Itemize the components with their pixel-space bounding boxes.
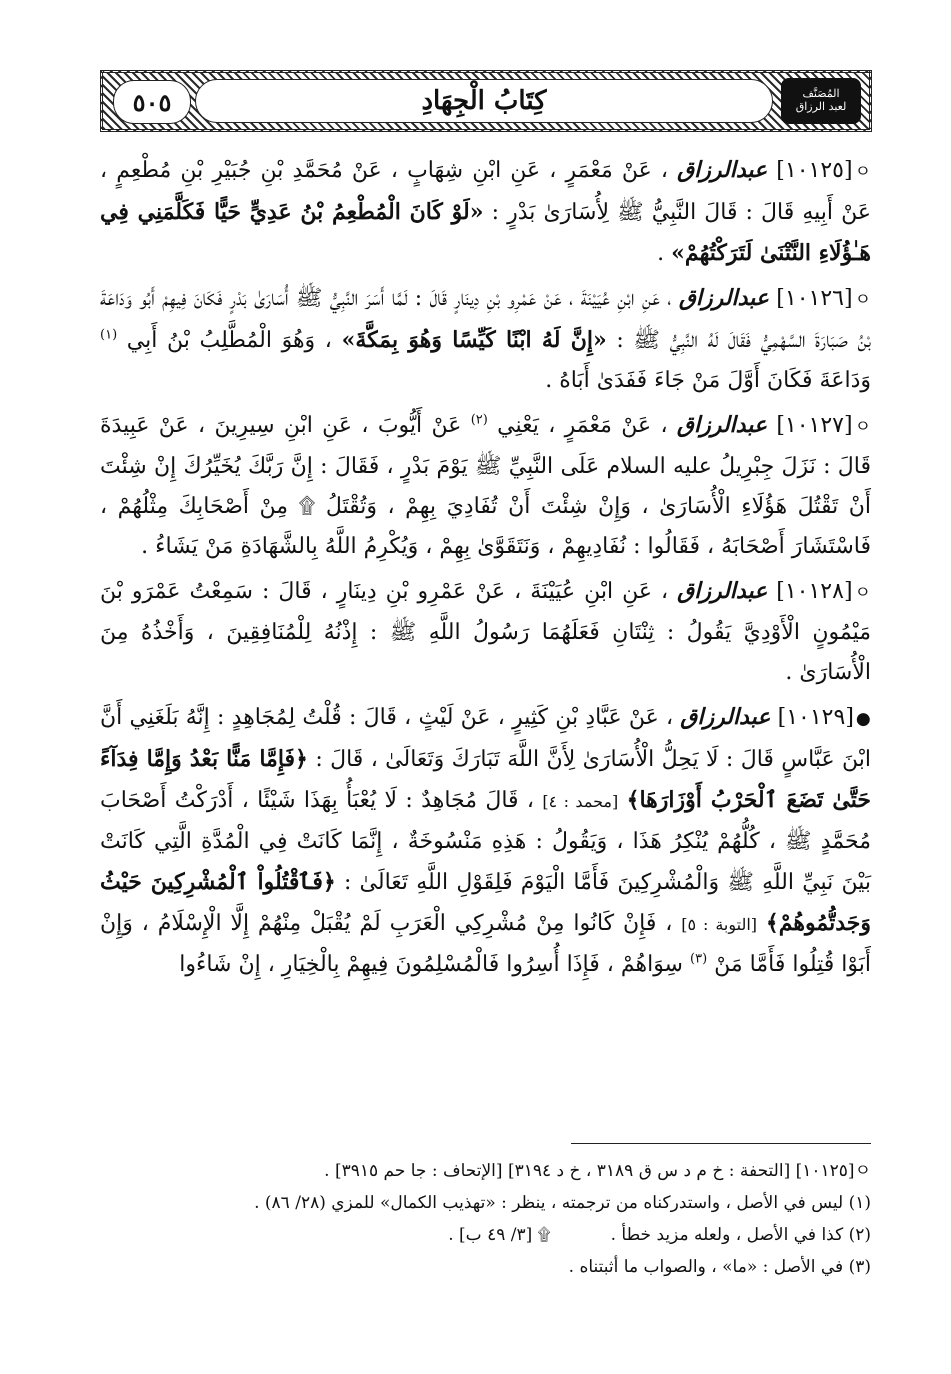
footnote-ref-3[interactable]: (٣) <box>690 951 708 967</box>
hadith-text-2: عَنْ أَيُّوبَ ، عَنِ ابْنِ سِيرِينَ ، عَنْ عَبِيدَةَ قَالَ : نَزَلَ جِبْرِيلُ عليه السلام عَلَى النَّبِيِّ ﷺ يَوْمَ بَدْرٍ ، فَقَالَ : إِنَّ رَبَّكَ يُخَيِّرُكَ إِنْ شِئْتَ أَنْ تَقْتُلَ هَؤُلَاءِ الْأُسَارَىٰ ، وَإِنْ شِئْتَ أَنْ تُفَادِيَ بِهِمْ ، وَتُقْتَلُ ۩ مِنْ أَصْحَابِكَ مِثْلُهُمْ ، فَاسْتَشَارَ أَصْحَابَهُ ، فَقَالُوا : نُفَادِيهِمْ ، وَنَتَقَوَّىٰ بِهِمْ ، وَيُكْرِمُ اللَّهُ بِالشَّهَادَةِ مَنْ يَشَاءُ . <box>100 413 871 559</box>
author-name: عبدالرزاق <box>677 157 768 183</box>
hadith-text-2: ، قَالَ مُجَاهِدٌ : لَا يُعْبَأُ بِهَذَا شَيْئًا ، أَدْرَكْتُ أَصْحَابَ مُحَمَّدٍ ﷺ ، كُلُّهُمْ يُنْكِرُ هَذَا ، وَيَقُولُ : هَذِهِ مَنْسُوخَةٌ ، إِنَّمَا كَانَتْ فِي الْمُدَّةِ الَّتِي كَانَتْ بَيْنَ نَبِيِّ اللَّهِ ﷺ وَالْمُشْرِكِينَ فَأَمَّا الْيَوْمَ فَلِقَوْلِ اللَّهِ تَعَالَىٰ : <box>100 788 871 895</box>
manuscript-folio-note: ۩ [٣/ ٤٩ ب] . <box>448 1225 551 1245</box>
hadith-text: ، عَنِ ابْنِ عُيَيْنَةَ ، عَنْ عَمْرِو بْنِ دِينَارٍ قَالَ : لَمَّا أَسَرَ النَّبِيُّ ﷺ أُسَارَىٰ بَدْرٍ فَكَانَ فِيهِمْ أَبُو وَدَاعَةَ بْنُ صَبَارَةَ السَّهْمِيُّ فَقَالَ لَهُ النَّبِيُّ ﷺ : <box>100 286 871 353</box>
book-logo <box>781 78 861 124</box>
hadith-10127 <box>100 405 871 567</box>
hadith-10126 <box>100 278 871 401</box>
footnote-3: (٣) في الأصل : «ما» ، والصواب ما أثبتناه . <box>568 1257 871 1277</box>
hadith-number: [١٠١٢٧] <box>776 413 853 438</box>
footnotes <box>100 1155 871 1283</box>
quran-quote-2: ﴿فَٱقْتُلُواْ ٱلْمُشْرِكِينَ حَيْثُ وَجَدتُّمُوهُمْ﴾ <box>100 869 871 936</box>
hadith-number: [١٠١٢٨] <box>776 579 853 604</box>
main-text <box>100 150 871 989</box>
hadith-text: ، عَنْ مَعْمَرٍ ، يَعْنِي <box>497 413 668 438</box>
page-header <box>100 70 872 132</box>
footnote-1: (١) ليس في الأصل ، واستدركناه من ترجمته ، ينظر : «تهذيب الكمال» للمزي (٢٨/ ٨٦) . <box>254 1193 871 1213</box>
logo-line-2: لعبد الرزاق <box>795 100 847 113</box>
footnote-divider <box>571 1143 871 1144</box>
author-name: عبدالرزاق <box>680 704 771 730</box>
hadith-text-4: سِوَاهُمْ ، فَإِذَا أُسِرُوا فَالْمُسْلِمُونَ فِيهِمْ بِالْخِيَارِ ، إِنْ شَاءُوا <box>179 952 683 977</box>
hadith-number: [١٠١٢٦] <box>776 286 853 311</box>
author-name: عبدالرزاق <box>677 578 768 604</box>
hadith-10125 <box>100 150 871 274</box>
quran-quote: ﴿فَإِمَّا مَنًّا بَعْدُ وَإِمَّا فِدَآءً حَتَّىٰ تَضَعَ ٱلْحَرْبُ أَوْزَارَهَا﴾ <box>100 746 872 813</box>
chapter-title: كِتَابُ الْجِهَادِ <box>421 86 547 116</box>
entry-marker: ㅇ <box>854 162 872 182</box>
hadith-text: ، عَنِ ابْنِ عُيَيْنَةَ ، عَنْ عَمْرِو بْنِ دِينَارٍ ، قَالَ : سَمِعْتُ عَمْرَو بْنَ مَيْمُونٍ الْأَوْدِيَّ يَقُولُ : ثِنْتَانِ فَعَلَهُمَا رَسُولُ اللَّهِ ﷺ : إِذْنُهُ لِلْمُنَافِقِينَ ، وَأَخْذُهُ مِنَ الْأُسَارَىٰ . <box>100 579 871 685</box>
hadith-text-3: وَدَاعَةَ فَكَانَ أَوَّلَ مَنْ جَاءَ فَفَدَىٰ أَبَاهُ . <box>545 368 871 393</box>
footnote-2-line <box>100 1219 871 1251</box>
quran-reference-2: [التوبة : ٥] <box>681 915 758 934</box>
hadith-text-2: ، وَهُوَ الْمُطَّلِبُ بْنُ أَبِي <box>126 328 332 353</box>
hadith-end: . <box>657 241 672 266</box>
footnote-takhrij: ㅇ[١٠١٢٥] [التحفة : خ م د س ق ٣١٨٩ ، خ د ٣١٩٤] [الإتحاف : جا حم ٣٩١٥] . <box>324 1161 871 1181</box>
entry-marker: ㅇ <box>854 290 872 310</box>
entry-marker: ㅇ <box>854 583 871 603</box>
hadith-text: ، عَنْ عَبَّادِ بْنِ كَثِيرٍ ، عَنْ لَيْثٍ ، قَالَ : قُلْتُ لِمُجَاهِدٍ : إِنَّهُ بَلَغَنِي أَنَّ ابْنَ عَبَّاسٍ قَالَ : لَا يَحِلُّ الْأُسَارَىٰ لِأَنَّ اللَّهَ تَبَارَكَ وَتَعَالَىٰ ، قَالَ : <box>100 705 871 772</box>
page-number: ٥٠٥ <box>113 80 191 124</box>
hadith-number: [١٠١٢٩] <box>777 705 854 730</box>
hadith-10128 <box>100 571 871 693</box>
footnote-ref-2[interactable]: (٢) <box>470 412 488 428</box>
quran-reference: [محمد : ٤] <box>542 792 619 811</box>
header-title-frame <box>195 79 773 123</box>
prophetic-quote: «إِنَّ لَهُ ابْنًا كَيِّسًا وَهُوَ بِمَكَّةَ» <box>341 327 607 353</box>
hadith-text: ، عَنْ مَعْمَرٍ ، عَنِ ابْنِ شِهَابٍ ، عَنْ مُحَمَّدِ بْنِ جُبَيْرِ بْنِ مُطْعِمٍ ، عَنْ أَبِيهِ قَالَ : قَالَ النَّبِيُّ ﷺ لِأُسَارَىٰ بَدْرٍ : <box>100 158 871 225</box>
hadith-10129 <box>100 697 871 985</box>
footnote-2: (٢) كذا في الأصل ، ولعله مزيد خطأ . <box>610 1225 871 1245</box>
hadith-text-3: ، فَإِنْ كَانُوا مِنْ مُشْرِكِي الْعَرَبِ لَمْ يُقْبَلْ مِنْهُمْ إِلَّا الْإِسْلَامُ ، وَإِنْ أَبَوْا قُتِلُوا فَأَمَّا مَنْ <box>100 911 871 977</box>
footnote-ref-1[interactable]: (١) <box>100 327 118 343</box>
entry-marker: ● <box>855 709 871 729</box>
author-name: عبدالرزاق <box>678 285 769 311</box>
hadith-number: [١٠١٢٥] <box>776 158 853 183</box>
prophetic-quote: «لَوْ كَانَ الْمُطْعِمُ بْنُ عَدِيٍّ حَيًّا فَكَلَّمَنِي فِي هَـٰؤُلَاءِ النَّتْنَىٰ لَتَرَكْتُهُمْ» <box>100 199 871 266</box>
entry-marker: ㅇ <box>854 417 872 437</box>
logo-line-1: المُصَنَّف <box>802 87 840 101</box>
author-name: عبدالرزاق <box>676 412 767 438</box>
